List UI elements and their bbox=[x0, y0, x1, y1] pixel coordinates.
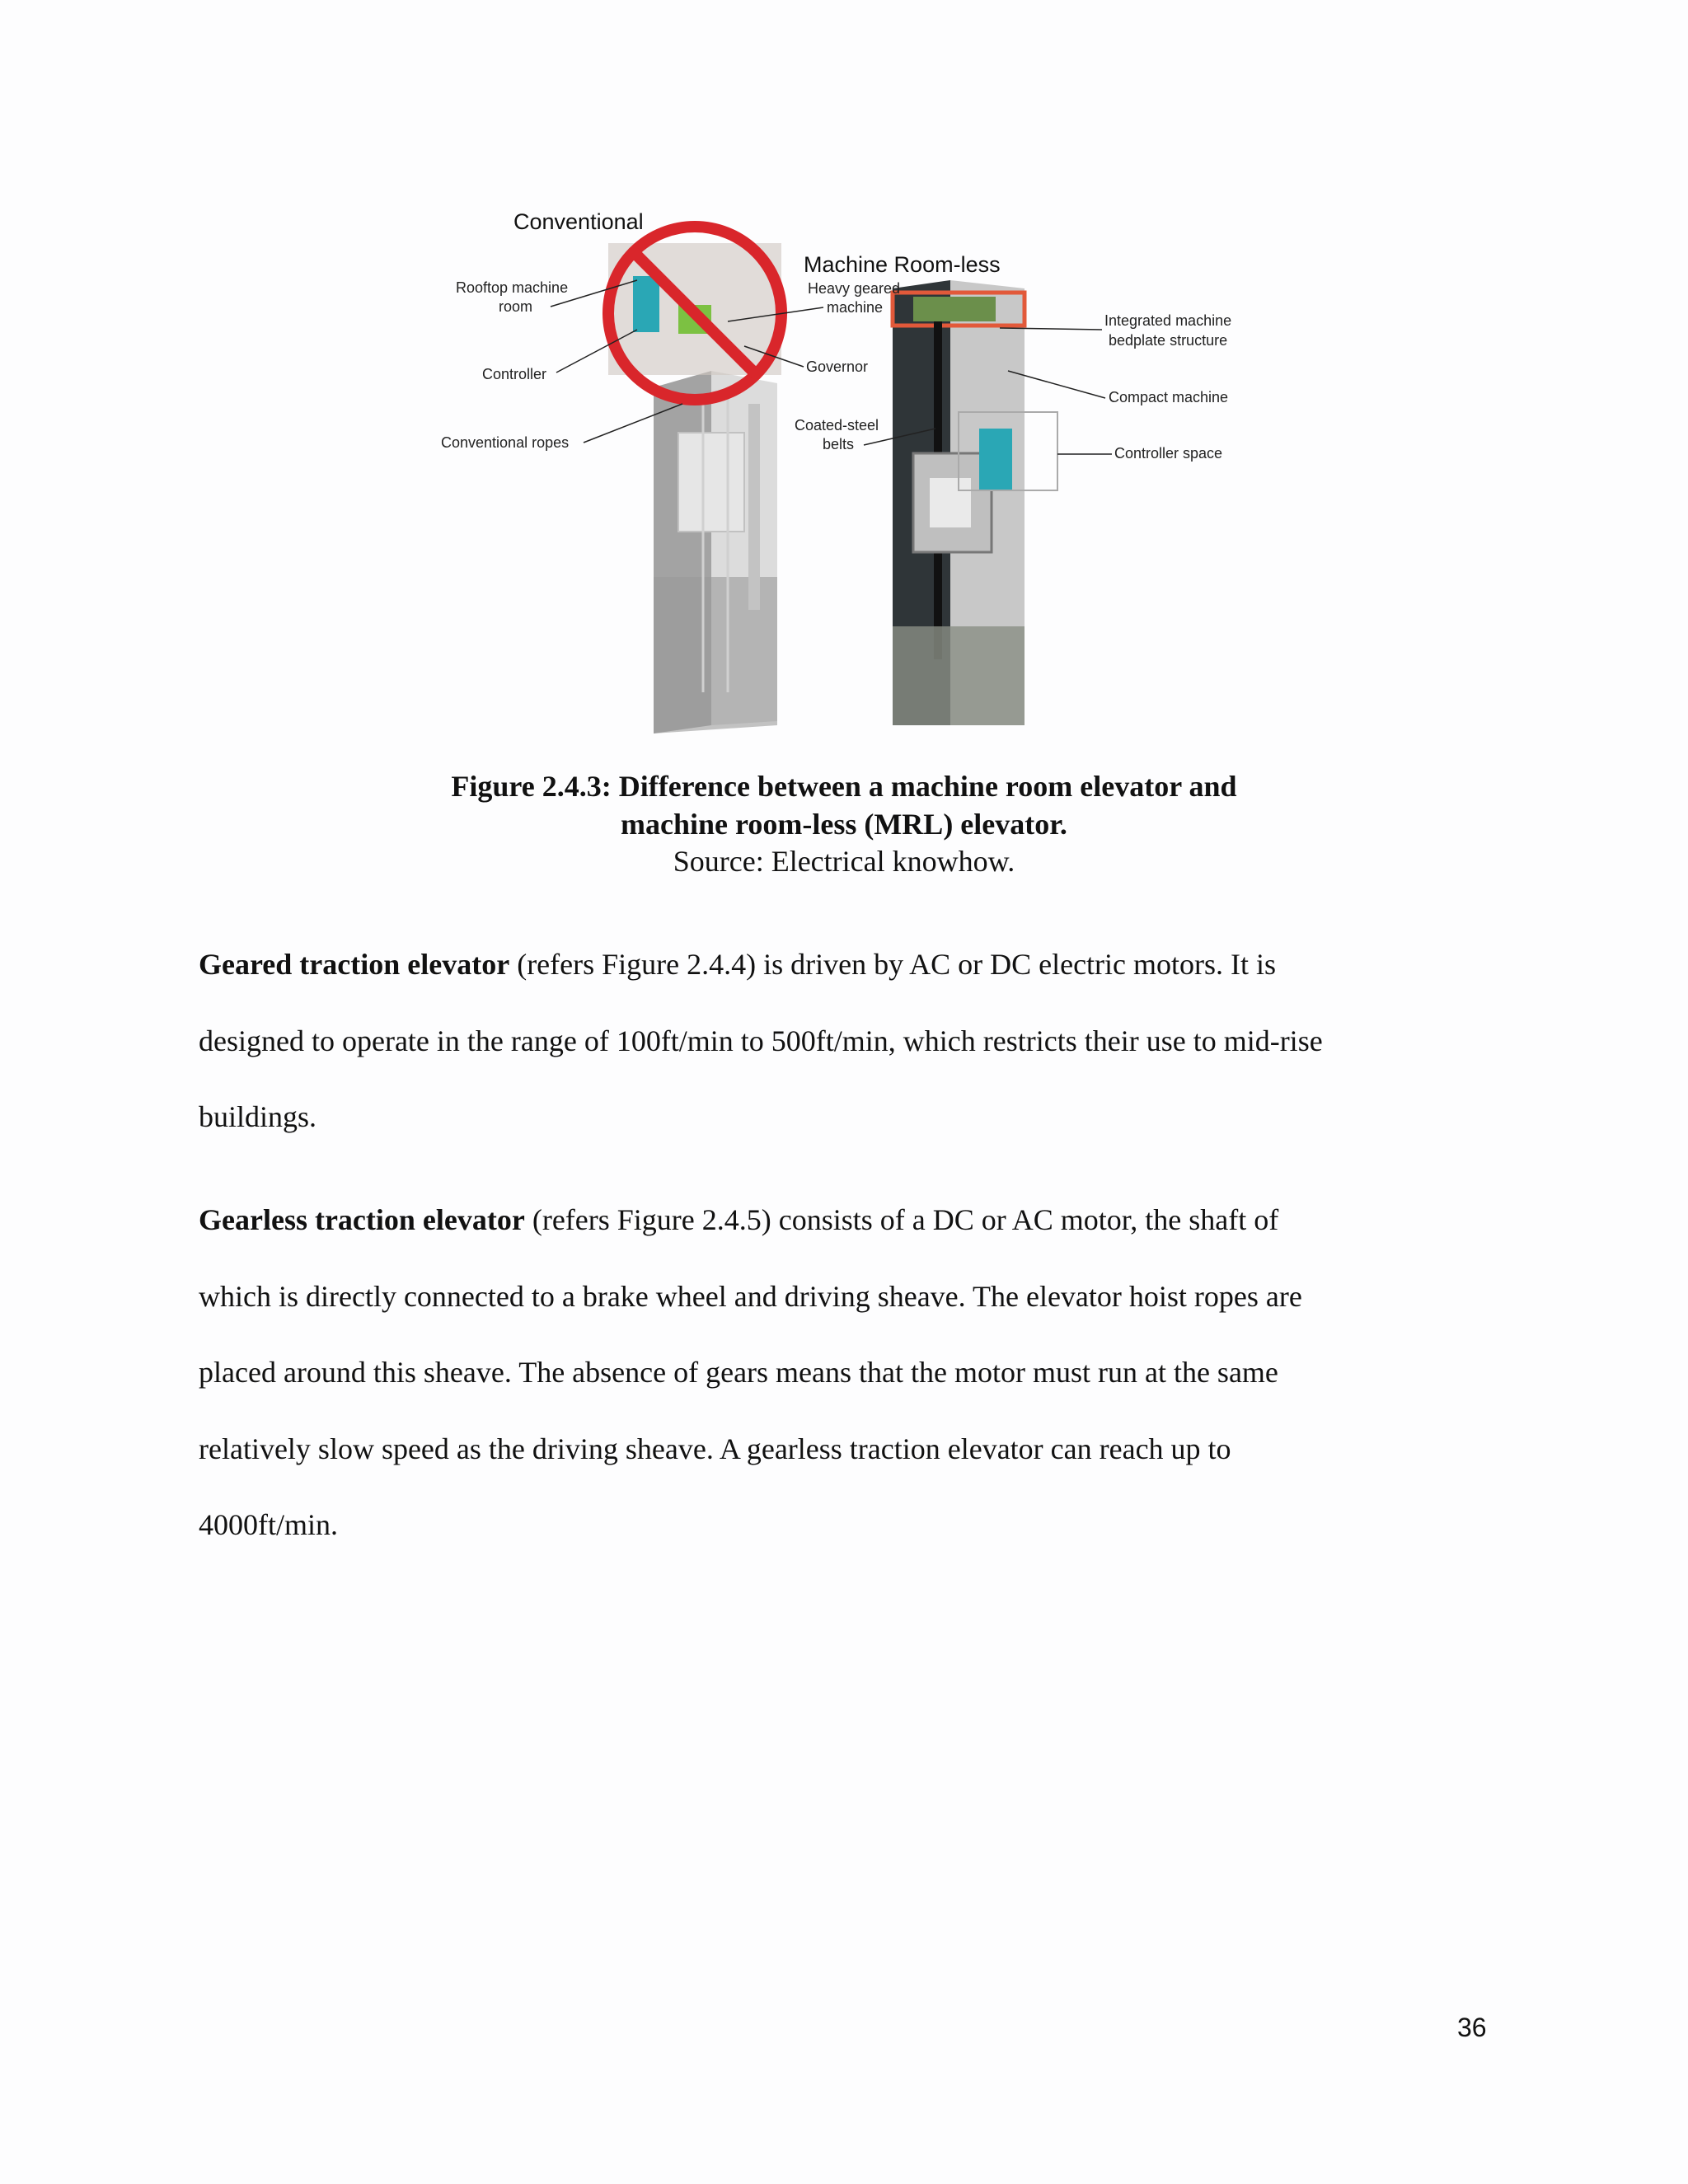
term-geared-traction: Geared traction elevator bbox=[199, 948, 510, 981]
page-number: 36 bbox=[1457, 2013, 1487, 2042]
paragraph-line: Geared traction elevator (refers Figure 2.4.4) is driven by AC or DC electric motors. It is bbox=[199, 948, 1277, 981]
label-rooftop-room: room bbox=[499, 298, 533, 315]
label-bedplate-structure: bedplate structure bbox=[1109, 332, 1228, 349]
label-machine: machine bbox=[827, 299, 884, 316]
paragraph-line: relatively slow speed as the driving sheave. A gearless traction elevator can reach up to bbox=[199, 1432, 1231, 1465]
figure-source: Source: Electrical knowhow. bbox=[673, 845, 1015, 878]
paragraph-gearless-traction bbox=[199, 1182, 1517, 1563]
label-controller: Controller bbox=[482, 366, 547, 382]
label-integrated-machine: Integrated machine bbox=[1104, 312, 1232, 329]
paragraph-line: placed around this sheave. The absence of gears means that the motor must run at the same bbox=[199, 1356, 1278, 1389]
mrl-title: Machine Room-less bbox=[804, 252, 1001, 277]
elevator-comparison-figure bbox=[431, 198, 1253, 733]
paragraph-line: 4000ft/min. bbox=[199, 1508, 338, 1541]
label-belts: belts bbox=[823, 436, 855, 452]
paragraph-line: buildings. bbox=[199, 1100, 317, 1133]
elevator-illustration bbox=[431, 198, 1253, 733]
prohibition-sign-icon bbox=[608, 227, 781, 400]
label-heavy-geared: Heavy geared bbox=[808, 280, 901, 297]
label-compact-machine: Compact machine bbox=[1109, 389, 1229, 405]
mrl-elevator-shaft bbox=[893, 280, 1057, 725]
paragraph-line: designed to operate in the range of 100ft/min to 500ft/min, which restricts their use to mid-rise bbox=[199, 1024, 1323, 1057]
label-rooftop-machine: Rooftop machine bbox=[456, 279, 569, 296]
label-conventional-ropes: Conventional ropes bbox=[441, 434, 570, 451]
conventional-elevator-shaft bbox=[654, 371, 777, 733]
label-governor: Governor bbox=[806, 359, 869, 375]
label-controller-space: Controller space bbox=[1114, 445, 1223, 462]
paragraph-geared-traction bbox=[199, 926, 1517, 1155]
conventional-title: Conventional bbox=[513, 209, 644, 234]
figure-caption-line-2: machine room-less (MRL) elevator. bbox=[621, 808, 1067, 841]
paragraph-line: which is directly connected to a brake wheel and driving sheave. The elevator hoist ropes are bbox=[199, 1279, 1302, 1313]
figure-caption-line-1: Figure 2.4.3: Difference between a machine room elevator and bbox=[451, 770, 1237, 803]
label-coated-steel: Coated-steel bbox=[795, 417, 879, 434]
term-gearless-traction: Gearless traction elevator bbox=[199, 1203, 525, 1236]
paragraph-line: Gearless traction elevator (refers Figure 2.4.5) consists of a DC or AC motor, the shaft of bbox=[199, 1203, 1279, 1236]
